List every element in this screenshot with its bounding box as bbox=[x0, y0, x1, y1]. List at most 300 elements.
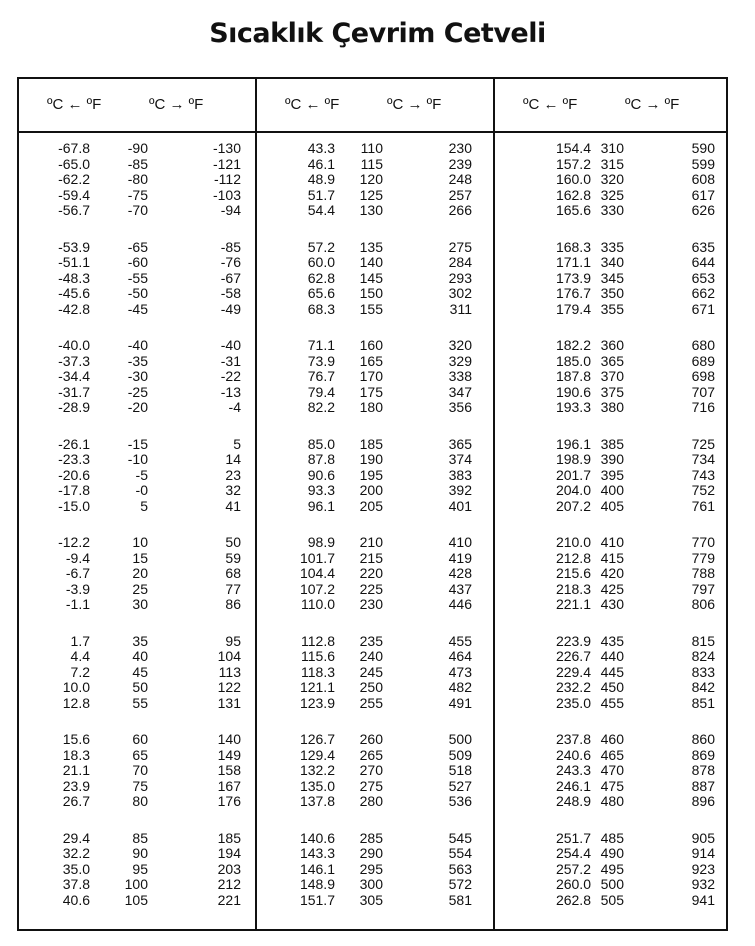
celsius-value: -48.3 bbox=[58, 269, 90, 286]
fahrenheit-value: 248 bbox=[448, 171, 472, 188]
table-row bbox=[257, 468, 493, 484]
celsius-value: 54.4 bbox=[307, 202, 335, 219]
fahrenheit-value: 500 bbox=[448, 731, 472, 747]
reference-value: 325 bbox=[600, 186, 624, 203]
fahrenheit-value: 86 bbox=[225, 596, 241, 613]
celsius-value: 23.9 bbox=[62, 777, 90, 794]
table-row bbox=[495, 732, 728, 748]
fahrenheit-value: 680 bbox=[691, 337, 715, 353]
table-row bbox=[19, 499, 255, 515]
fahrenheit-value: 41 bbox=[225, 497, 241, 514]
table-row bbox=[495, 385, 728, 401]
table-column-1 bbox=[19, 79, 255, 929]
table-row bbox=[495, 748, 728, 764]
reference-value: -50 bbox=[127, 285, 148, 302]
table-row bbox=[257, 188, 493, 204]
table-row bbox=[19, 634, 255, 650]
table-row bbox=[19, 255, 255, 271]
table-row bbox=[495, 271, 728, 287]
reference-value: 470 bbox=[600, 762, 624, 779]
reference-value: 235 bbox=[359, 632, 383, 649]
reference-value: 475 bbox=[600, 777, 624, 794]
table-row bbox=[495, 400, 728, 416]
table-row bbox=[19, 649, 255, 665]
fahrenheit-value: 833 bbox=[691, 663, 715, 680]
row-group bbox=[257, 437, 493, 536]
fahrenheit-value: 599 bbox=[691, 155, 715, 172]
reference-value: 485 bbox=[600, 829, 624, 846]
table-row bbox=[495, 452, 728, 468]
table-row bbox=[19, 779, 255, 795]
row-group bbox=[257, 535, 493, 634]
reference-value: 265 bbox=[359, 746, 383, 763]
celsius-value: -67.8 bbox=[58, 140, 90, 156]
fahrenheit-value: 806 bbox=[691, 596, 715, 613]
fahrenheit-value: 932 bbox=[691, 876, 715, 893]
celsius-value: 57.2 bbox=[307, 238, 335, 255]
reference-value: 295 bbox=[359, 860, 383, 877]
celsius-value: 248.9 bbox=[555, 793, 591, 810]
reference-value: 65 bbox=[132, 746, 148, 763]
fahrenheit-value: 635 bbox=[691, 238, 715, 255]
celsius-value: 251.7 bbox=[555, 829, 591, 846]
row-group bbox=[495, 240, 728, 339]
fahrenheit-value: 509 bbox=[448, 746, 472, 763]
celsius-value: 107.2 bbox=[299, 580, 335, 597]
reference-value: 450 bbox=[600, 679, 624, 696]
celsius-value: 254.4 bbox=[555, 845, 591, 862]
table-row bbox=[495, 203, 728, 219]
fahrenheit-value: 473 bbox=[448, 663, 472, 680]
celsius-value: 71.1 bbox=[307, 337, 335, 353]
row-group bbox=[257, 240, 493, 339]
row-group bbox=[19, 634, 255, 733]
celsius-value: 210.0 bbox=[555, 534, 591, 550]
reference-value: 380 bbox=[600, 399, 624, 416]
table-row bbox=[257, 437, 493, 453]
fahrenheit-value: 113 bbox=[218, 663, 241, 680]
celsius-value: 185.0 bbox=[555, 352, 591, 369]
fahrenheit-value: 545 bbox=[448, 829, 472, 846]
reference-value: -65 bbox=[127, 238, 148, 255]
fahrenheit-value: 32 bbox=[225, 482, 241, 499]
fahrenheit-value: 716 bbox=[691, 399, 715, 416]
fahrenheit-value: 626 bbox=[691, 202, 715, 219]
reference-value: 270 bbox=[359, 762, 383, 779]
reference-value: 245 bbox=[359, 663, 383, 680]
celsius-value: 173.9 bbox=[555, 269, 591, 286]
celsius-value: 26.7 bbox=[62, 793, 90, 810]
fahrenheit-value: 698 bbox=[691, 368, 715, 385]
fahrenheit-value: 671 bbox=[691, 300, 715, 317]
reference-value: 105 bbox=[124, 891, 148, 908]
reference-value: 390 bbox=[600, 451, 624, 468]
table-row bbox=[257, 582, 493, 598]
celsius-value: -53.9 bbox=[58, 238, 90, 255]
reference-value: 150 bbox=[359, 285, 383, 302]
table-row bbox=[19, 846, 255, 862]
celsius-value: 7.2 bbox=[70, 663, 90, 680]
reference-value: 495 bbox=[600, 860, 624, 877]
fahrenheit-value: 653 bbox=[691, 269, 715, 286]
celsius-value: -37.3 bbox=[58, 352, 90, 369]
fahrenheit-value: 275 bbox=[448, 238, 472, 255]
reference-value: 310 bbox=[600, 140, 624, 156]
table-row bbox=[495, 338, 728, 354]
table-row bbox=[495, 286, 728, 302]
reference-value: 210 bbox=[359, 534, 383, 550]
celsius-value: 29.4 bbox=[62, 829, 90, 846]
fahrenheit-value: -130 bbox=[212, 140, 241, 156]
fahrenheit-value: 194 bbox=[217, 845, 241, 862]
table-row bbox=[257, 535, 493, 551]
reference-value: 490 bbox=[600, 845, 624, 862]
celsius-value: 193.3 bbox=[555, 399, 591, 416]
fahrenheit-value: 761 bbox=[691, 497, 715, 514]
table-row bbox=[257, 794, 493, 810]
celsius-value: -40.0 bbox=[58, 337, 90, 353]
reference-value: 240 bbox=[359, 648, 383, 665]
table-row bbox=[257, 634, 493, 650]
fahrenheit-value: 734 bbox=[691, 451, 715, 468]
fahrenheit-value: 59 bbox=[225, 549, 241, 566]
fahrenheit-value: 167 bbox=[217, 777, 241, 794]
fahrenheit-value: -94 bbox=[220, 202, 241, 219]
celsius-value: 235.0 bbox=[555, 694, 591, 711]
fahrenheit-value: -31 bbox=[220, 352, 241, 369]
reference-value: 375 bbox=[600, 383, 624, 400]
celsius-value: 215.6 bbox=[555, 565, 591, 582]
row-group bbox=[19, 338, 255, 437]
fahrenheit-value: 131 bbox=[217, 694, 241, 711]
table-row bbox=[19, 794, 255, 810]
table-row bbox=[19, 369, 255, 385]
table-row bbox=[257, 597, 493, 613]
table-row bbox=[19, 665, 255, 681]
fahrenheit-value: 203 bbox=[217, 860, 241, 877]
fahrenheit-value: 374 bbox=[448, 451, 472, 468]
fahrenheit-value: 284 bbox=[448, 254, 472, 271]
column-header bbox=[257, 79, 493, 133]
reference-value: 25 bbox=[132, 580, 148, 597]
fahrenheit-value: 914 bbox=[691, 845, 715, 862]
table-row bbox=[257, 141, 493, 157]
celsius-value: 60.0 bbox=[307, 254, 335, 271]
table-row bbox=[495, 302, 728, 318]
fahrenheit-value: 446 bbox=[448, 596, 472, 613]
fahrenheit-value: 221 bbox=[217, 891, 241, 908]
fahrenheit-value: 527 bbox=[448, 777, 472, 794]
row-group bbox=[257, 732, 493, 831]
reference-value: 60 bbox=[132, 731, 148, 747]
reference-value: 190 bbox=[359, 451, 383, 468]
row-group bbox=[257, 831, 493, 930]
fahrenheit-value: 140 bbox=[217, 731, 241, 747]
row-groups bbox=[495, 141, 728, 929]
reference-value: 145 bbox=[359, 269, 383, 286]
header-c-to-f: ºC → ºF bbox=[149, 96, 204, 113]
fahrenheit-value: 293 bbox=[448, 269, 472, 286]
row-groups bbox=[257, 141, 493, 929]
celsius-value: -62.2 bbox=[58, 171, 90, 188]
table-row bbox=[495, 846, 728, 862]
fahrenheit-value: 905 bbox=[691, 829, 715, 846]
table-row bbox=[495, 240, 728, 256]
celsius-value: 243.3 bbox=[555, 762, 591, 779]
reference-value: 160 bbox=[359, 337, 383, 353]
reference-value: 400 bbox=[600, 482, 624, 499]
table-row bbox=[257, 779, 493, 795]
celsius-value: 32.2 bbox=[62, 845, 90, 862]
fahrenheit-value: 518 bbox=[448, 762, 472, 779]
reference-value: 200 bbox=[359, 482, 383, 499]
fahrenheit-value: 5 bbox=[233, 435, 241, 452]
fahrenheit-value: -13 bbox=[220, 383, 241, 400]
reference-value: -25 bbox=[127, 383, 148, 400]
celsius-value: 76.7 bbox=[307, 368, 335, 385]
fahrenheit-value: 752 bbox=[691, 482, 715, 499]
fahrenheit-value: 536 bbox=[448, 793, 472, 810]
celsius-value: -42.8 bbox=[58, 300, 90, 317]
header-f-to-c: ºC ← ºF bbox=[285, 96, 340, 113]
reference-value: 115 bbox=[360, 155, 383, 172]
celsius-value: 62.8 bbox=[307, 269, 335, 286]
fahrenheit-value: 365 bbox=[448, 435, 472, 452]
fahrenheit-value: -112 bbox=[214, 171, 241, 188]
row-group bbox=[257, 338, 493, 437]
fahrenheit-value: 617 bbox=[691, 186, 715, 203]
celsius-value: -6.7 bbox=[65, 565, 90, 582]
celsius-value: 10.0 bbox=[62, 679, 90, 696]
celsius-value: 21.1 bbox=[62, 762, 90, 779]
table-row bbox=[495, 779, 728, 795]
reference-value: 110 bbox=[360, 140, 383, 156]
fahrenheit-value: 581 bbox=[448, 891, 472, 908]
table-row bbox=[19, 877, 255, 893]
reference-value: 425 bbox=[600, 580, 624, 597]
table-row bbox=[257, 157, 493, 173]
celsius-value: 1.7 bbox=[70, 632, 90, 649]
reference-value: -55 bbox=[127, 269, 148, 286]
fahrenheit-value: 491 bbox=[448, 694, 472, 711]
table-row bbox=[495, 665, 728, 681]
table-row bbox=[19, 271, 255, 287]
fahrenheit-value: 662 bbox=[691, 285, 715, 302]
celsius-value: 126.7 bbox=[299, 731, 335, 747]
reference-value: -0 bbox=[135, 482, 148, 499]
fahrenheit-value: 266 bbox=[448, 202, 472, 219]
celsius-value: -3.9 bbox=[65, 580, 90, 597]
reference-value: -5 bbox=[135, 466, 148, 483]
table-row bbox=[257, 732, 493, 748]
fahrenheit-value: 212 bbox=[217, 876, 241, 893]
fahrenheit-value: 419 bbox=[448, 549, 472, 566]
celsius-value: -12.2 bbox=[58, 534, 90, 550]
fahrenheit-value: 842 bbox=[691, 679, 715, 696]
table-row bbox=[495, 893, 728, 909]
reference-value: 165 bbox=[359, 352, 383, 369]
table-row bbox=[495, 831, 728, 847]
fahrenheit-value: 356 bbox=[448, 399, 472, 416]
fahrenheit-value: 941 bbox=[691, 891, 715, 908]
celsius-value: 93.3 bbox=[307, 482, 335, 499]
reference-value: 345 bbox=[600, 269, 624, 286]
celsius-value: 118.3 bbox=[301, 663, 335, 680]
fahrenheit-value: 122 bbox=[217, 679, 241, 696]
fahrenheit-value: 257 bbox=[448, 186, 472, 203]
fahrenheit-value: 563 bbox=[448, 860, 472, 877]
reference-value: 15 bbox=[132, 549, 148, 566]
table-row bbox=[19, 354, 255, 370]
celsius-value: -56.7 bbox=[58, 202, 90, 219]
reference-value: 350 bbox=[600, 285, 624, 302]
fahrenheit-value: 590 bbox=[691, 140, 715, 156]
reference-value: 175 bbox=[359, 383, 383, 400]
reference-value: 125 bbox=[359, 186, 383, 203]
row-group bbox=[495, 634, 728, 733]
celsius-value: 37.8 bbox=[62, 876, 90, 893]
fahrenheit-value: 239 bbox=[448, 155, 472, 172]
celsius-value: 79.4 bbox=[307, 383, 335, 400]
table-column-2 bbox=[255, 79, 493, 929]
fahrenheit-value: -4 bbox=[228, 399, 241, 416]
reference-value: 170 bbox=[359, 368, 383, 385]
celsius-value: 115.6 bbox=[301, 648, 335, 665]
fahrenheit-value: 104 bbox=[217, 648, 241, 665]
reference-value: 5 bbox=[140, 497, 148, 514]
reference-value: -60 bbox=[127, 254, 148, 271]
celsius-value: 151.7 bbox=[299, 891, 335, 908]
row-group bbox=[495, 141, 728, 240]
celsius-value: 182.2 bbox=[555, 337, 591, 353]
fahrenheit-value: 608 bbox=[691, 171, 715, 188]
fahrenheit-value: 878 bbox=[691, 762, 715, 779]
table-row bbox=[495, 255, 728, 271]
fahrenheit-value: 644 bbox=[691, 254, 715, 271]
fahrenheit-value: -85 bbox=[220, 238, 241, 255]
reference-value: -10 bbox=[127, 451, 148, 468]
celsius-value: -34.4 bbox=[58, 368, 90, 385]
table-row bbox=[19, 437, 255, 453]
celsius-value: 168.3 bbox=[555, 238, 591, 255]
reference-value: 95 bbox=[132, 860, 148, 877]
table-row bbox=[19, 338, 255, 354]
table-row bbox=[495, 483, 728, 499]
table-row bbox=[19, 157, 255, 173]
celsius-value: 43.3 bbox=[307, 140, 335, 156]
reference-value: 465 bbox=[600, 746, 624, 763]
table-row bbox=[19, 286, 255, 302]
celsius-value: 229.4 bbox=[555, 663, 591, 680]
celsius-value: 46.1 bbox=[307, 155, 335, 172]
reference-value: 40 bbox=[132, 648, 148, 665]
table-row bbox=[495, 468, 728, 484]
fahrenheit-value: 302 bbox=[448, 285, 472, 302]
table-row bbox=[19, 696, 255, 712]
table-row bbox=[19, 535, 255, 551]
table-row bbox=[257, 665, 493, 681]
celsius-value: -28.9 bbox=[58, 399, 90, 416]
celsius-value: 12.8 bbox=[62, 694, 90, 711]
celsius-value: 154.4 bbox=[555, 140, 591, 156]
fahrenheit-value: 770 bbox=[691, 534, 715, 550]
table-row bbox=[257, 877, 493, 893]
fahrenheit-value: 50 bbox=[225, 534, 241, 550]
reference-value: -45 bbox=[127, 300, 148, 317]
reference-value: 135 bbox=[359, 238, 383, 255]
table-row bbox=[495, 877, 728, 893]
table-row bbox=[495, 141, 728, 157]
column-header bbox=[19, 79, 255, 133]
celsius-value: 201.7 bbox=[555, 466, 591, 483]
reference-value: 330 bbox=[600, 202, 624, 219]
celsius-value: 35.0 bbox=[62, 860, 90, 877]
celsius-value: -15.0 bbox=[58, 497, 90, 514]
celsius-value: -31.7 bbox=[58, 383, 90, 400]
table-row bbox=[495, 157, 728, 173]
reference-value: 355 bbox=[600, 300, 624, 317]
celsius-value: 73.9 bbox=[307, 352, 335, 369]
celsius-value: 207.2 bbox=[555, 497, 591, 514]
reference-value: 90 bbox=[132, 845, 148, 862]
celsius-value: 4.4 bbox=[70, 648, 90, 665]
reference-value: 340 bbox=[600, 254, 624, 271]
fahrenheit-value: 464 bbox=[448, 648, 472, 665]
celsius-value: 148.9 bbox=[299, 876, 335, 893]
celsius-value: 221.1 bbox=[555, 596, 591, 613]
table-row bbox=[495, 499, 728, 515]
reference-value: 415 bbox=[600, 549, 624, 566]
reference-value: 305 bbox=[359, 891, 383, 908]
fahrenheit-value: 896 bbox=[691, 793, 715, 810]
fahrenheit-value: 347 bbox=[448, 383, 472, 400]
celsius-value: 187.8 bbox=[555, 368, 591, 385]
table-column-3 bbox=[493, 79, 728, 929]
fahrenheit-value: -58 bbox=[220, 285, 241, 302]
reference-value: -85 bbox=[127, 155, 148, 172]
table-row bbox=[495, 649, 728, 665]
fahrenheit-value: 815 bbox=[691, 632, 715, 649]
celsius-value: -51.1 bbox=[58, 254, 90, 271]
celsius-value: 226.7 bbox=[555, 648, 591, 665]
fahrenheit-value: 68 bbox=[225, 565, 241, 582]
celsius-value: 179.4 bbox=[555, 300, 591, 317]
celsius-value: 232.2 bbox=[555, 679, 591, 696]
reference-value: 365 bbox=[600, 352, 624, 369]
celsius-value: 246.1 bbox=[555, 777, 591, 794]
table-row bbox=[495, 535, 728, 551]
reference-value: 85 bbox=[132, 829, 148, 846]
celsius-value: 82.2 bbox=[307, 399, 335, 416]
celsius-value: 165.6 bbox=[555, 202, 591, 219]
fahrenheit-value: -121 bbox=[212, 155, 241, 172]
table-row bbox=[257, 369, 493, 385]
fahrenheit-value: -67 bbox=[220, 269, 241, 286]
celsius-value: 237.8 bbox=[555, 731, 591, 747]
celsius-value: 123.9 bbox=[299, 694, 335, 711]
fahrenheit-value: 725 bbox=[691, 435, 715, 452]
celsius-value: 157.2 bbox=[555, 155, 591, 172]
fahrenheit-value: 185 bbox=[217, 829, 241, 846]
table-row bbox=[19, 566, 255, 582]
fahrenheit-value: 707 bbox=[691, 383, 715, 400]
table-row bbox=[495, 862, 728, 878]
header-f-to-c: ºC ← ºF bbox=[47, 96, 102, 113]
fahrenheit-value: 383 bbox=[448, 466, 472, 483]
header-f-to-c: ºC ← ºF bbox=[523, 96, 578, 113]
reference-value: 395 bbox=[600, 466, 624, 483]
row-group bbox=[19, 535, 255, 634]
